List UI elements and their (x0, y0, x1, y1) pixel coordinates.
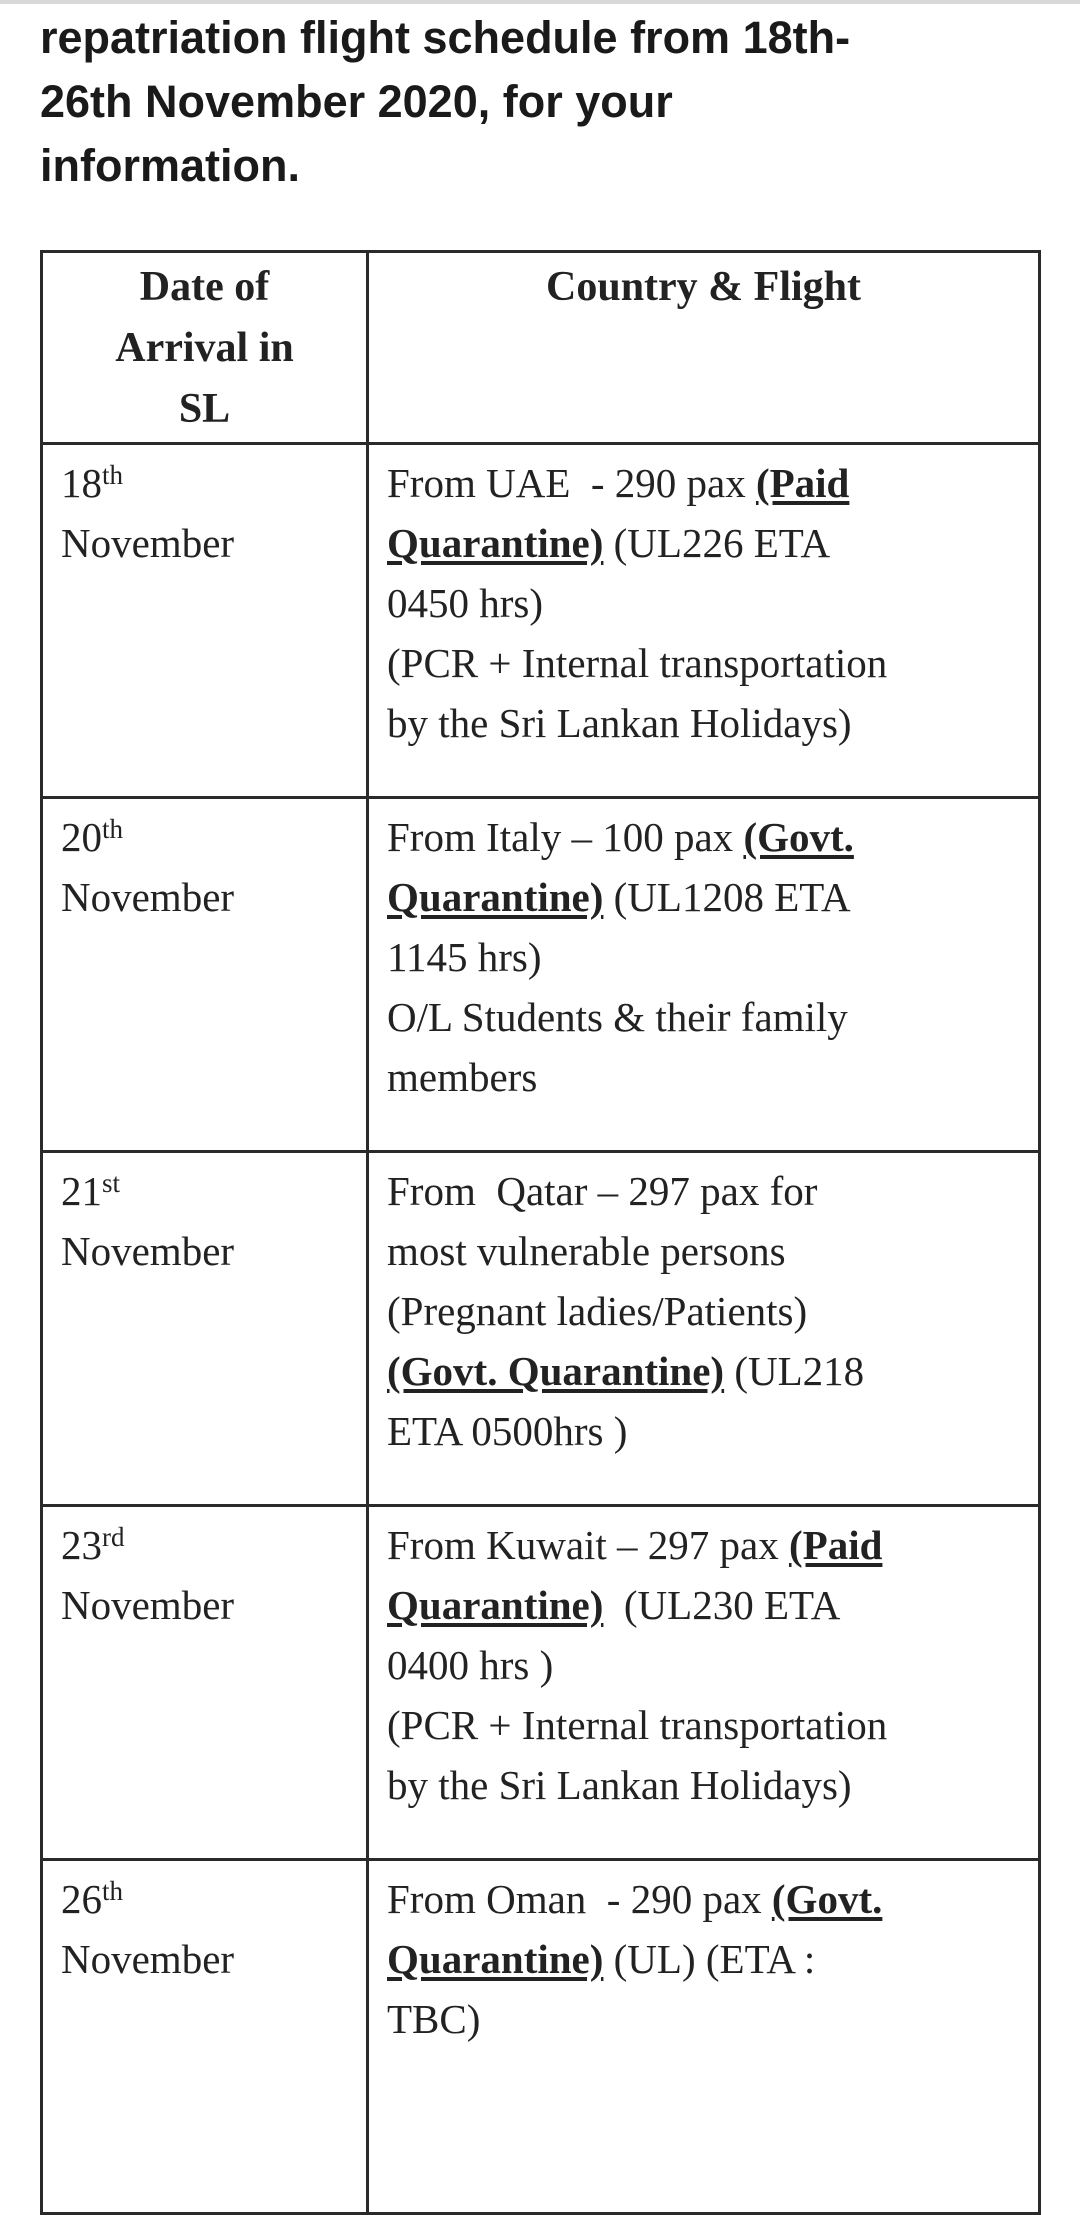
arrival-date: 26th November (42, 1860, 368, 2214)
arrival-date: 18th November (42, 444, 368, 798)
table-row (42, 1506, 1040, 1860)
arrival-date: 20th November (42, 798, 368, 1152)
flight-details: From Kuwait – 297 pax (Paid Quarantine) (UL230 ETA 0400 hrs ) (PCR + Internal transportation by the Sri Lankan Holidays) (368, 1506, 1040, 1860)
flight-details: From Qatar – 297 pax for most vulnerable persons (Pregnant ladies/Patients) (Govt. Quarantine) (UL218 ETA 0500hrs ) (368, 1152, 1040, 1506)
table-row (42, 1152, 1040, 1506)
table-row (42, 1860, 1040, 2214)
intro-paragraph (40, 6, 1040, 198)
date-column-header: Date of Arrival in SL (42, 252, 368, 444)
arrival-date: 21st November (42, 1152, 368, 1506)
flight-details: From Italy – 100 pax (Govt. Quarantine) (UL1208 ETA 1145 hrs) O/L Students & their family members (368, 798, 1040, 1152)
table-row (42, 444, 1040, 798)
intro-line: repatriation flight schedule from 18th- (40, 12, 851, 63)
table-header-row (42, 252, 1040, 444)
flight-schedule-table (40, 250, 1041, 2215)
intro-line: 26th November 2020, for your (40, 76, 673, 127)
flight-column-header: Country & Flight (368, 252, 1040, 444)
flight-details: From UAE - 290 pax (Paid Quarantine) (UL226 ETA 0450 hrs) (PCR + Internal transportation by the Sri Lankan Holidays) (368, 444, 1040, 798)
intro-line: information. (40, 140, 300, 191)
table-row (42, 798, 1040, 1152)
arrival-date: 23rd November (42, 1506, 368, 1860)
flight-details: From Oman - 290 pax (Govt. Quarantine) (UL) (ETA : TBC) (368, 1860, 1040, 2214)
top-divider (0, 0, 1080, 4)
